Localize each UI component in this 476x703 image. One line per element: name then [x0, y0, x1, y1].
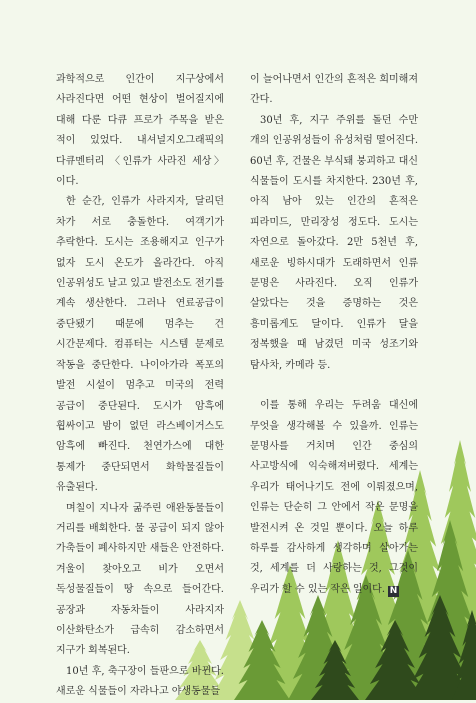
paragraph-intro: 과학적으로 인간이 지구상에서 사라진다면 어떤 현상이 벌어질지에 대해 다룬 다큐 프로가 주목을 받은 적이 있었다. 내셔널지오그래픽의 다큐멘터리 〈인류가 사라진 세상〉이다. [56, 74, 224, 188]
left-column [56, 70, 224, 703]
conclusion-text: 이를 통해 우리는 두려움 대신에 무엇을 생각해볼 수 있을까. 인류는 문명사를 거치며 인간 중심의 사고방식에 익숙해져버렸다. 세계는 우리가 태어나기도 전에 이뤄졌으며, 인류는 단순히 그 안에서 작은 문명을 발전시켜 온 것일 뿐이다. 오늘 하루 하루를 감사하게 생각하며 살아가는 것, 세계를 더 사랑하는 것, 그것이 우리가 할 수 있는 작은 일이다. [250, 400, 418, 595]
end-mark-icon: N [389, 585, 398, 596]
paragraph-days-later: 며칠이 지나자 굶주린 애완동물들이 거리를 배회한다. 물 공급이 되지 않아 가축들이 폐사하지만 새들은 안전하다. 겨울이 찾아오고 비가 오면서 독성물질들이 땅 속으로 들어간다. 공장과 자동차들이 사라지자 이산화탄소가 급속히 감소하면서 지구가 회복된다. [56, 502, 224, 657]
paragraph-moment: 한 순간, 인류가 사라지자, 달리던 차가 서로 충돌한다. 여객기가 추락한다. 도시는 조용해지고 인구가 없자 도시 온도가 올라간다. 아직 인공위성도 날고 있고 발전소도 전기를 계속 생산한다. 그러나 연료공급이 중단됐기 때문에 멈추는 건 시간문제다. 컴퓨터는 시스템 문제로 작동을 중단한다. 나이아가라 폭포의 발전 시설이 멈추고 미국의 전력 공급이 중단된다. 도시가 암흑에 휩싸이고 밤이 없던 라스베이거스도 암흑에 빠진다. 천연가스에 대한 통제가 중단되면서 화학물질들이 유출된다. [56, 196, 224, 494]
paragraph-conclusion [250, 396, 418, 600]
paragraph-ten-years: 10년 후, 축구장이 들판으로 바뀐다. 새로운 식물들이 자라나고 야생동물들 [56, 665, 224, 698]
right-column [250, 70, 418, 600]
paragraph-continued: 이 늘어나면서 인간의 흔적은 희미해져 간다. [250, 74, 418, 106]
paragraph-thirty-years: 30년 후, 지구 주위를 돌던 수만 개의 인공위성들이 유성처럼 떨어진다. 60년 후, 건물은 부식돼 붕괴하고 대신 식물들이 도시를 차지한다. 230년 후, 아직 남아 있는 인간의 흔적은 피라미드, 만리장성 정도다. 도시는 자연으로 돌아갔다. 2만 5천년 후, 새로운 빙하시대가 도래하면서 인류 문명은 사라진다. 오직 인류가 살았다는 것을 증명하는 것은 흥미롭게도 달이다. 인류가 달을 정복했을 때 남겼던 미국 성조기와 탐사차, 카메라 등. [250, 114, 418, 371]
